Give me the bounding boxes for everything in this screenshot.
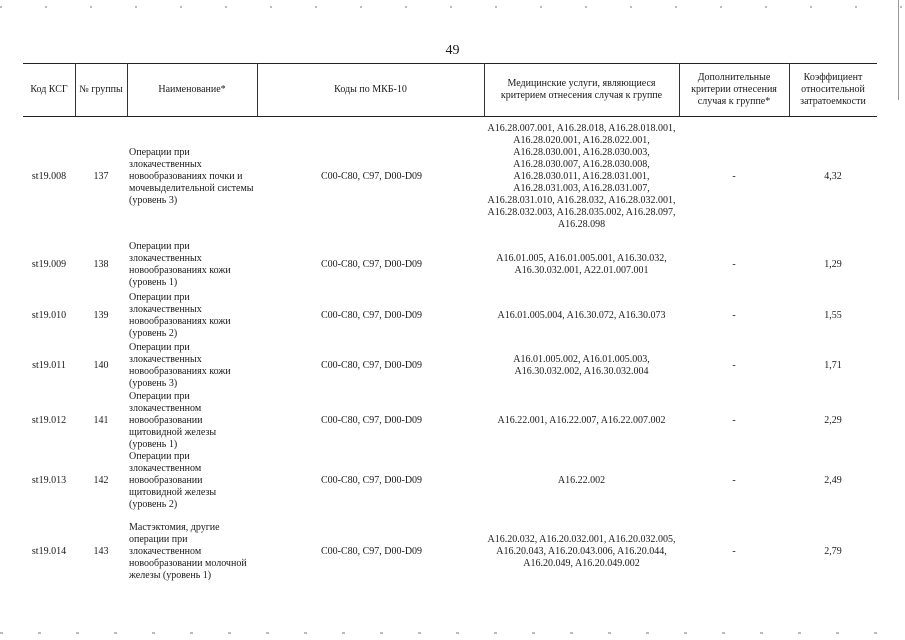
header-mkb: Коды по МКБ-10 xyxy=(334,83,407,95)
cost-coefficient: 4,32 xyxy=(824,170,842,182)
additional-criteria: - xyxy=(732,259,736,270)
table-row xyxy=(23,341,877,391)
additional-criteria: - xyxy=(732,170,736,182)
ksg-code: st19.010 xyxy=(31,310,67,321)
group-number: 141 xyxy=(93,415,109,426)
table-row xyxy=(23,291,877,341)
additional-criteria: - xyxy=(732,475,736,486)
ksg-code: st19.008 xyxy=(31,170,67,182)
header-name: Наименование* xyxy=(158,83,226,95)
ksg-code: st19.012 xyxy=(31,415,67,426)
ksg-code: st19.014 xyxy=(31,546,67,557)
mkb-codes: C00-C80, C97, D00-D09 xyxy=(320,475,423,486)
group-number: 143 xyxy=(93,546,109,557)
table-row xyxy=(23,451,877,511)
mkb-codes: C00-C80, C97, D00-D09 xyxy=(320,360,423,371)
group-number: 137 xyxy=(93,170,109,182)
mkb-codes: C00-C80, C97, D00-D09 xyxy=(320,170,423,182)
group-name: Операции при злокачественных новообразованиях кожи (уровень 3) xyxy=(129,342,231,389)
group-number: 142 xyxy=(93,475,109,486)
cost-coefficient: 1,55 xyxy=(824,310,842,321)
medical-services: A16.01.005, A16.01.005.001, A16.30.032, A16.30.032.001, A22.01.007.001 xyxy=(496,253,667,276)
medical-services: A16.22.002 xyxy=(557,475,606,486)
medical-services: A16.28.007.001, A16.28.018, A16.28.018.001, A16.28.020.001, A16.28.022.001, A16.28.030.001, A16.28.030.003, A16.28.030.007, A16.28.030.008, A16.28.030.011, A16.28.031.001, A16.28.031.003, A16.28.031.007, A16.28.031.010, A16.28.032, A16.28.032.001, A16.28.032.003, A16.28.035.002, A16.28.097, A16.28.098 xyxy=(487,122,676,230)
ksg-code: st19.011 xyxy=(32,360,66,371)
cost-coefficient: 2,29 xyxy=(824,415,842,426)
group-name: Мастэктомия, другие операции при злокачественном новообразовании молочной железы (уровень 1) xyxy=(129,522,247,581)
additional-criteria: - xyxy=(732,360,736,371)
mkb-codes: C00-C80, C97, D00-D09 xyxy=(320,310,423,321)
header-coefficient: Коэффициент относительной затратоемкости xyxy=(800,71,866,107)
header-additional: Дополнительные критерии отнесения случая к группе* xyxy=(691,71,777,107)
ksg-table xyxy=(23,63,877,623)
mkb-codes: C00-C80, C97, D00-D09 xyxy=(320,415,423,426)
group-name: Операции при злокачественных новообразованиях почки и мочевыделительной системы (уровень 3) xyxy=(129,146,254,206)
cost-coefficient: 2,79 xyxy=(824,546,842,557)
additional-criteria: - xyxy=(732,415,736,426)
scan-artifact-bottom xyxy=(0,632,905,634)
medical-services: A16.01.005.002, A16.01.005.003, A16.30.032.002, A16.30.032.004 xyxy=(513,354,650,377)
cost-coefficient: 1,29 xyxy=(824,259,842,270)
header-group: № группы xyxy=(79,83,123,95)
mkb-codes: C00-C80, C97, D00-D09 xyxy=(320,259,423,270)
group-name: Операции при злокачественном новообразовании щитовидной железы (уровень 2) xyxy=(129,451,217,510)
group-number: 139 xyxy=(93,310,109,321)
table-row xyxy=(23,511,877,593)
table-row xyxy=(23,391,877,451)
mkb-codes: C00-C80, C97, D00-D09 xyxy=(320,546,423,557)
additional-criteria: - xyxy=(732,546,736,557)
medical-services: A16.20.032, A16.20.032.001, A16.20.032.005, A16.20.043, A16.20.043.006, A16.20.044, A16.20.049, A16.20.049.002 xyxy=(487,534,676,569)
ksg-code: st19.009 xyxy=(31,259,67,270)
medical-services: A16.01.005.004, A16.30.072, A16.30.073 xyxy=(497,310,666,321)
scan-artifact-top xyxy=(0,6,905,8)
group-name: Операции при злокачественных новообразованиях кожи (уровень 2) xyxy=(129,292,231,339)
group-name: Операции при злокачественных новообразованиях кожи (уровень 1) xyxy=(129,241,231,288)
group-name: Операции при злокачественном новообразовании щитовидной железы (уровень 1) xyxy=(129,391,217,450)
header-services: Медицинские услуги, являющиеся критерием отнесения случая к группе xyxy=(500,77,663,101)
header-code: Код КСГ xyxy=(30,83,68,95)
additional-criteria: - xyxy=(732,310,736,321)
cost-coefficient: 1,71 xyxy=(824,360,842,371)
medical-services: A16.22.001, A16.22.007, A16.22.007.002 xyxy=(497,415,666,426)
page-number: 49 xyxy=(445,43,460,58)
group-number: 140 xyxy=(93,360,109,371)
group-number: 138 xyxy=(93,259,109,270)
cost-coefficient: 2,49 xyxy=(824,475,842,486)
table-row xyxy=(23,116,877,237)
table-row xyxy=(23,239,877,291)
ksg-code: st19.013 xyxy=(31,475,67,486)
